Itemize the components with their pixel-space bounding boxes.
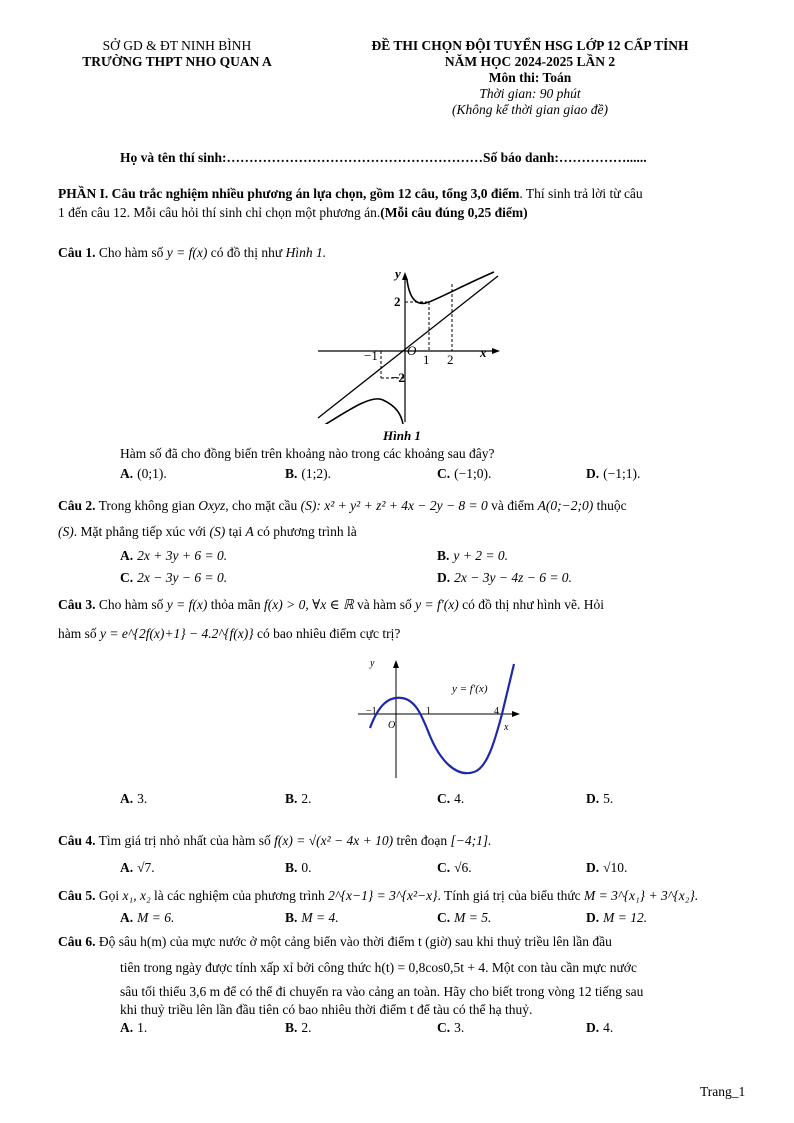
q6-option-c[interactable]: C. 3.: [437, 1020, 465, 1035]
label-x: x: [504, 722, 509, 733]
candidate-info: [120, 150, 647, 166]
subject: Môn thi: Toán: [488, 70, 572, 85]
q3-option-b[interactable]: B. 2.: [285, 791, 312, 806]
q6-option-d[interactable]: D. 4.: [586, 1020, 614, 1035]
exam-header: [300, 38, 760, 118]
question-4: Câu 4. Tìm giá trị nhỏ nhất của hàm số f(x) = √(x² − 4x + 10) trên đoạn [−4;1].: [58, 833, 492, 848]
question-3: Câu 3. Cho hàm số y = f(x) thỏa mãn f(x) > 0, ∀x ∈ ℝ và hàm số y = f′(x) có đồ thị như hình vẽ. Hỏi: [58, 597, 605, 612]
label-4: 4: [494, 706, 499, 717]
question-2: Câu 2. Trong không gian Oxyz, cho mặt cầu (S): x² + y² + z² + 4x − 2y − 8 = 0 và điểm A(0;−2;0) thuộc: [58, 498, 627, 513]
q5-option-a[interactable]: A. M = 6.: [120, 910, 175, 925]
question-5: Câu 5. Gọi x₁, x₂ là các nghiệm của phương trình 2^{x−1} = 3^{x²−x}. Tính giá trị của biểu thức M = 3^{x₁} + 3^{x₂}.: [58, 888, 699, 903]
label-minus1: −1: [364, 348, 378, 363]
q1-option-b[interactable]: B. (1;2).: [285, 466, 332, 481]
label-1: 1: [423, 352, 430, 367]
q2-option-b[interactable]: B. y + 2 = 0.: [437, 548, 508, 563]
q2-option-c[interactable]: C. 2x − 3y − 6 = 0.: [120, 570, 228, 585]
candidate-id-field: Số báo danh:……………......: [483, 150, 647, 165]
q4-option-b[interactable]: B. 0.: [285, 860, 312, 875]
school-header: [52, 38, 302, 70]
label-x2: 2: [447, 352, 454, 367]
figure-2-graph: [356, 656, 524, 780]
q6-option-a[interactable]: A. 1.: [120, 1020, 148, 1035]
duration: Thời gian: 90 phút: [479, 86, 581, 101]
question-4-options: [0, 860, 794, 880]
part1-title: PHẦN I. Câu trắc nghiệm nhiều phương án lựa chọn, gồm 12 câu, tổng 3,0 điểm: [58, 186, 520, 201]
question-1: Câu 1. Cho hàm số y = f(x) có đồ thị như Hình 1.: [58, 245, 327, 260]
label-origin: O: [407, 343, 417, 358]
q5-option-b[interactable]: B. M = 4.: [285, 910, 339, 925]
q4-option-d[interactable]: D. √10.: [586, 860, 628, 875]
part1-intro: PHẦN I. Câu trắc nghiệm nhiều phương án lựa chọn, gồm 12 câu, tổng 3,0 điểm. Thí sinh trả lời từ câu 1 đến câu 12. Mỗi câu hỏi thí sinh chỉ chọn một phương án.(Mỗi câu đúng 0,25 điểm): [58, 186, 643, 220]
question-5-options: [0, 910, 794, 930]
q1-option-d[interactable]: D. (−1;1).: [586, 466, 641, 481]
question-6-options: [0, 1020, 794, 1040]
label-minus2: −2: [391, 370, 405, 385]
figure-1-caption: Hình 1: [383, 428, 421, 443]
school-year: NĂM HỌC 2024-2025 LẦN 2: [444, 54, 616, 69]
department-name: SỞ GD & ĐT NINH BÌNH: [102, 38, 252, 53]
x-axis-arrow: [492, 348, 500, 354]
y-axis-arrow: [393, 660, 399, 668]
q4-option-c[interactable]: C. √6.: [437, 860, 472, 875]
y-axis-arrow: [402, 272, 408, 280]
q4-option-a[interactable]: A. √7.: [120, 860, 155, 875]
q1-option-a[interactable]: A. (0;1).: [120, 466, 167, 481]
school-name: TRƯỜNG THPT NHO QUAN A: [82, 54, 272, 69]
question-3-line2: hàm số y = e^{2f(x)+1} − 4.2^{f(x)} có bao nhiêu điểm cực trị?: [58, 626, 401, 641]
question-2-options-row2: [0, 570, 794, 590]
label-y: y: [370, 658, 375, 669]
label-1: 1: [426, 706, 431, 717]
figure-1-graph: [316, 264, 502, 424]
q5-option-c[interactable]: C. M = 5.: [437, 910, 492, 925]
question-1-options: [0, 466, 794, 486]
x-axis-arrow: [512, 711, 520, 717]
label-fprime: y = f′(x): [452, 683, 488, 695]
question-6-line4: khi thuỷ triều lên lần đầu tiên có bao nhiêu thời điểm t để tàu có thể hạ thuỷ.: [120, 1002, 533, 1017]
q1-option-c[interactable]: C. (−1;0).: [437, 466, 492, 481]
exam-title: ĐỀ THI CHỌN ĐỘI TUYỂN HSG LỚP 12 CẤP TỈNH: [371, 38, 689, 53]
label-minus1: −1: [366, 706, 377, 717]
label-x: x: [480, 345, 487, 360]
question-6: Câu 6. Độ sâu h(m) của mực nước ở một cảng biển vào thời điểm t (giờ) sau khi thuỷ triều lên lần đầu: [58, 934, 612, 949]
duration-note: (Không kể thời gian giao đề): [451, 102, 609, 117]
derivative-curve: [370, 664, 514, 773]
curve-right-branch: [407, 272, 494, 303]
q6-option-b[interactable]: B. 2.: [285, 1020, 312, 1035]
q3-option-a[interactable]: A. 3.: [120, 791, 148, 806]
q5-option-d[interactable]: D. M = 12.: [586, 910, 648, 925]
question-2-line2: (S). Mặt phẳng tiếp xúc với (S) tại A có phương trình là: [58, 524, 357, 539]
q3-option-c[interactable]: C. 4.: [437, 791, 465, 806]
question-2-options-row1: [0, 548, 794, 568]
question-6-line2: tiên trong ngày được tính xấp xỉ bởi công thức h(t) = 0,8cos0,5t + 4. Một con tàu cần mực nước: [120, 960, 637, 975]
curve-left-branch: [318, 399, 403, 424]
q2-option-d[interactable]: D. 2x − 3y − 4z − 6 = 0.: [437, 570, 572, 585]
label-origin: O: [388, 720, 396, 731]
page-number: Trang_1: [700, 1084, 746, 1099]
question-3-options: [0, 791, 794, 811]
q2-option-a[interactable]: A. 2x + 3y + 6 = 0.: [120, 548, 228, 563]
label-2: 2: [394, 294, 401, 309]
question-1-ask: Hàm số đã cho đồng biến trên khoảng nào trong các khoảng sau đây?: [120, 446, 495, 461]
q3-option-d[interactable]: D. 5.: [586, 791, 614, 806]
label-y: y: [395, 266, 401, 281]
candidate-name-field: Họ và tên thí sinh:…………………………………………………: [120, 150, 484, 165]
question-6-line3: sâu tối thiểu 3,6 m để có thể đi chuyển ra vào cảng an toàn. Hãy cho biết trong vòng 12 tiếng sau: [120, 984, 644, 999]
